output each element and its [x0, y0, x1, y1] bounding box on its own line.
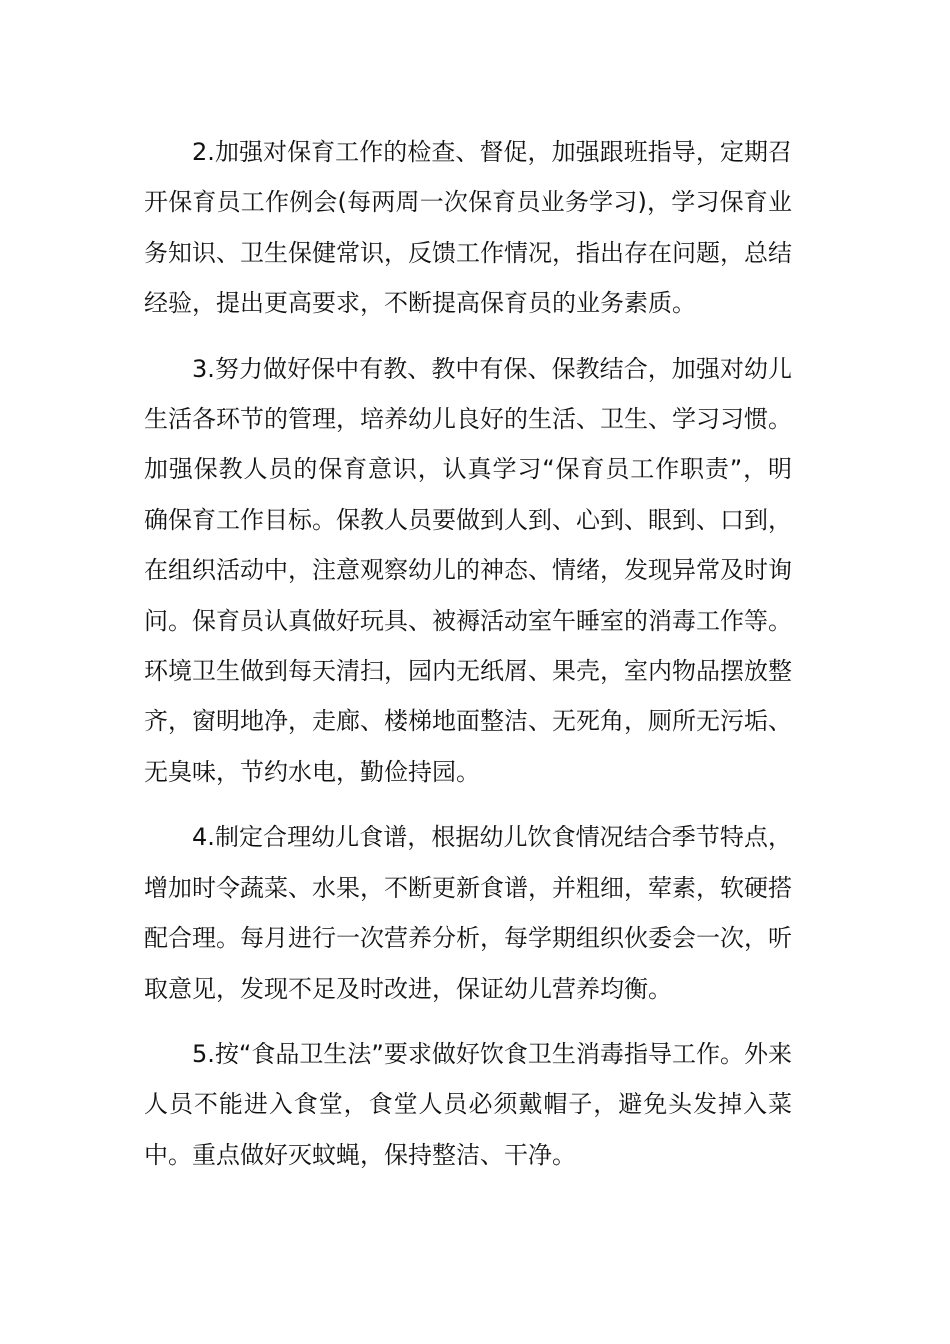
- paragraph-4: 4.制定合理幼儿食谱，根据幼儿饮食情况结合季节特点，增加时令蔬菜、水果，不断更新食谱，并粗细，荤素，软硬搭配合理。每月进行一次营养分析，每学期组织伙委会一次，听取意见，发现不足及时改进，保证幼儿营养均衡。: [144, 823, 792, 1003]
- paragraph-3: 3.努力做好保中有教、教中有保、保教结合，加强对幼儿生活各环节的管理，培养幼儿良好的生活、卫生、学习习惯。加强保教人员的保育意识，认真学习“保育员工作职责”，明确保育工作目标。保教人员要做到人到、心到、眼到、口到，在组织活动中，注意观察幼儿的神态、情绪，发现异常及时询问。保育员认真做好玩具、被褥活动室午睡室的消毒工作等。环境卫生做到每天清扫，园内无纸屑、果壳，室内物品摆放整齐，窗明地净，走廊、楼梯地面整洁、无死角，厕所无污垢、无臭味，节约水电，勤俭持园。: [144, 354, 792, 786]
- document-page: [144, 127, 792, 1195]
- paragraph-2: 2.加强对保育工作的检查、督促，加强跟班指导，定期召开保育员工作例会(每两周一次保育员业务学习)，学习保育业务知识、卫生保健常识，反馈工作情况，指出存在问题，总结经验，提出更高要求，不断提高保育员的业务素质。: [144, 138, 792, 318]
- paragraph-5: 5.按“食品卫生法”要求做好饮食卫生消毒指导工作。外来人员不能进入食堂，食堂人员必须戴帽子，避免头发掉入菜中。重点做好灭蚊蝇，保持整洁、干净。: [144, 1039, 792, 1169]
